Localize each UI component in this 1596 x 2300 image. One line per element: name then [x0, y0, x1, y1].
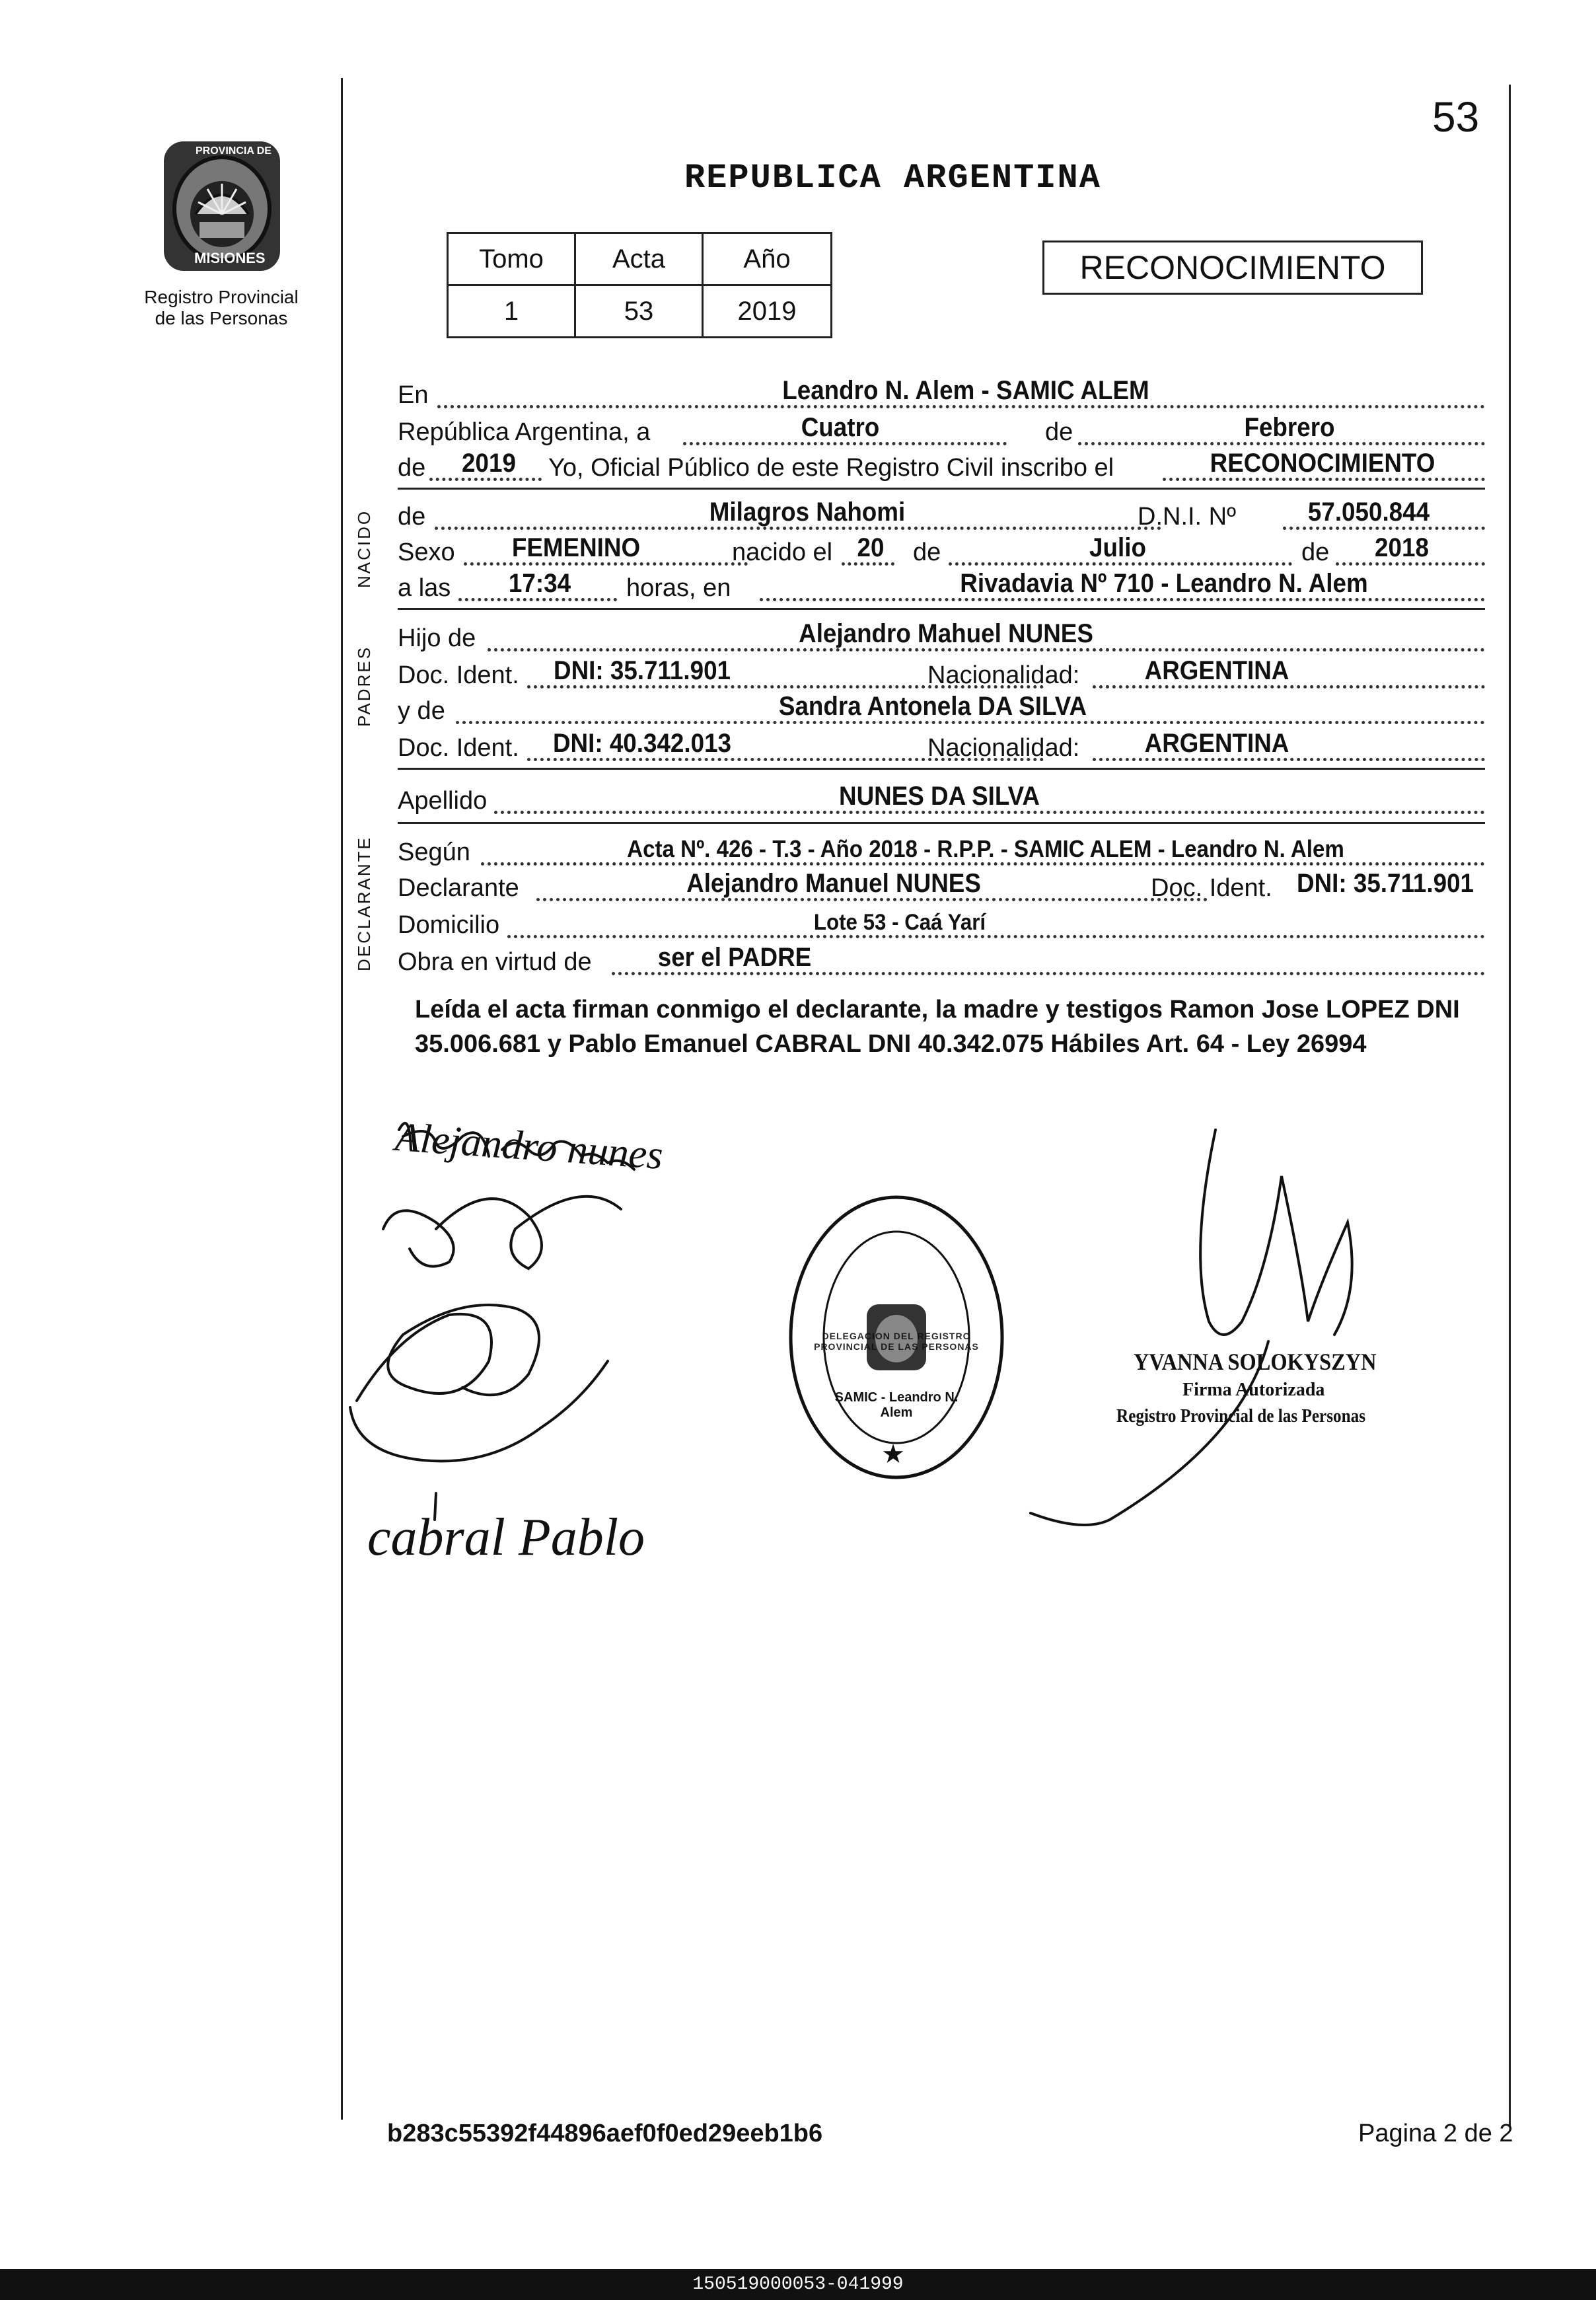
row-domicilio: [398, 905, 1485, 942]
act-table-cell: 2019: [703, 285, 832, 338]
handwritten-signature-2: cabral Pablo: [367, 1508, 645, 1567]
value-father-nationality: ARGENTINA: [1144, 656, 1289, 685]
label-apellido: Apellido: [398, 787, 488, 815]
label-en: En: [398, 381, 429, 409]
row-nacido-name: [398, 497, 1485, 534]
value-father-doc: DNI: 35.711.901: [553, 656, 731, 685]
closing-text: Leída el acta firman conmigo el declarante, la madre y testigos Ramon Jose LOPEZ DNI 35.006.681 y Pablo Emanuel CABRAL DNI 40.342.075 Hábiles Art. 64 - Ley 26994: [415, 996, 1460, 1058]
value-inscribo: RECONOCIMIENTO: [1210, 449, 1435, 478]
label-sexo: Sexo: [398, 538, 455, 566]
row-obra: [398, 942, 1485, 979]
value-birth-day: 20: [857, 533, 885, 562]
province-logo: [156, 136, 288, 275]
document-hash: b283c55392f44896aef0f0ed29eeb1b6: [387, 2120, 823, 2147]
value-child-name: Milagros Nahomi: [709, 498, 906, 527]
section-divider: [398, 488, 1485, 490]
official-seal: [787, 1192, 1005, 1483]
act-table-cell: 1: [448, 285, 575, 338]
act-table-value-row: [448, 285, 832, 338]
value-en: Leandro N. Alem - SAMIC ALEM: [782, 376, 1149, 405]
value-day: Cuatro: [801, 413, 880, 442]
act-table-header: Acta: [575, 233, 703, 285]
seal-inner-text: SAMIC - Leandro N. Alem: [834, 1390, 959, 1420]
pagination: Pagina 2 de 2: [1358, 2120, 1513, 2147]
label-oficial: Yo, Oficial Público de este Registro Civil inscribo el: [548, 454, 1114, 482]
svg-text:★: ★: [881, 1440, 905, 1469]
label-obra: Obra en virtud de: [398, 948, 592, 976]
label-y-de: y de: [398, 697, 445, 725]
document-title: REPUBLICA ARGENTINA: [684, 159, 1101, 198]
label-horas-en: horas, en: [626, 574, 731, 602]
officer-name: YVANNA SOLOKYSZYN: [1134, 1349, 1377, 1375]
row-hora: [398, 568, 1485, 605]
label-a-las: a las: [398, 574, 451, 602]
section-label-nacido: NACIDO: [354, 509, 374, 588]
label-de: de: [1045, 418, 1073, 446]
value-sexo: FEMENINO: [511, 533, 641, 562]
label-nacido-el: nacido el: [732, 538, 833, 566]
label-domicilio: Domicilio: [398, 911, 500, 939]
section-divider: [398, 768, 1485, 770]
value-child-dni: 57.050.844: [1307, 498, 1430, 527]
label-de: de: [913, 538, 941, 566]
value-apellido: NUNES DA SILVA: [839, 782, 1040, 811]
row-declarante: [398, 868, 1485, 905]
page-number: 53: [1432, 93, 1480, 141]
section-label-padres: PADRES: [354, 646, 374, 727]
seal-ring-text: DELEGACION DEL REGISTRO PROVINCIAL DE LAS PERSONAS: [814, 1331, 979, 1352]
row-segun: [398, 833, 1485, 870]
label-doc-ident: Doc. Ident.: [398, 734, 519, 762]
act-table-header: Año: [703, 233, 832, 285]
row-father-doc: [398, 655, 1485, 692]
label-nacionalidad: Nacionalidad:: [927, 661, 1080, 689]
section-divider: [398, 608, 1485, 610]
label-declarante: Declarante: [398, 874, 519, 902]
act-table-header-row: [448, 233, 832, 285]
registry-name: [119, 287, 324, 329]
label-hijo-de: Hijo de: [398, 624, 476, 652]
logo-text-top: PROVINCIA DE: [196, 145, 272, 157]
row-hijo-de: [398, 618, 1485, 655]
label-de: de: [398, 454, 426, 482]
value-mother-name: Sandra Antonela DA SILVA: [778, 692, 1087, 721]
officer-signature: [991, 1123, 1493, 1546]
value-mother-doc: DNI: 40.342.013: [552, 729, 732, 758]
barcode-strip: 150519000053-041999: [0, 2269, 1596, 2300]
value-father-name: Alejandro Mahuel NUNES: [799, 619, 1093, 648]
act-type-box: RECONOCIMIENTO: [1042, 241, 1423, 295]
value-mother-nationality: ARGENTINA: [1144, 729, 1289, 758]
label-segun: Según: [398, 838, 470, 866]
label-de: de: [1301, 538, 1330, 566]
label-de: de: [398, 503, 426, 531]
row-republica: [398, 412, 1485, 449]
label-republica: República Argentina, a: [398, 418, 651, 446]
row-sexo: [398, 533, 1485, 570]
officer-org: Registro Provincial de las Personas: [1116, 1406, 1366, 1427]
logo-text-bottom: MISIONES: [194, 250, 266, 266]
value-declarante: Alejandro Manuel NUNES: [686, 869, 981, 898]
value-birth-year: 2018: [1375, 533, 1429, 562]
officer-title: Firma Autorizada: [1182, 1380, 1325, 1400]
label-nacionalidad: Nacionalidad:: [927, 734, 1080, 762]
value-year: 2019: [462, 449, 516, 478]
value-hora: 17:34: [508, 569, 571, 598]
act-table-cell: 53: [575, 285, 703, 338]
section-divider: [398, 822, 1485, 824]
row-y-de: [398, 691, 1485, 728]
value-month: Febrero: [1244, 413, 1335, 442]
label-doc-ident: Doc. Ident.: [1151, 874, 1272, 902]
value-declarante-doc: DNI: 35.711.901: [1296, 869, 1474, 898]
value-domicilio: Lote 53 - Caá Yarí: [813, 910, 986, 935]
value-birth-month: Julio: [1089, 533, 1146, 562]
right-margin-line: [1509, 85, 1511, 2126]
label-dni: D.N.I. Nº: [1138, 503, 1236, 531]
act-table-header: Tomo: [448, 233, 575, 285]
row-en: [398, 375, 1485, 412]
row-apellido: [398, 781, 1485, 818]
row-year-inscribo: [398, 448, 1485, 485]
label-doc-ident: Doc. Ident.: [398, 661, 519, 689]
value-segun: Acta Nº. 426 - T.3 - Año 2018 - R.P.P. - SAMIC ALEM - Leandro N. Alem: [627, 835, 1344, 862]
handwritten-signature-1: Alejandro nunes: [394, 1114, 665, 1179]
registry-name-line2: de las Personas: [155, 308, 288, 328]
act-table: [447, 232, 832, 338]
row-mother-doc: [398, 728, 1485, 765]
value-birth-place: Rivadavia Nº 710 - Leandro N. Alem: [960, 569, 1368, 598]
value-obra: ser el PADRE: [657, 943, 812, 972]
registry-name-line1: Registro Provincial: [144, 287, 299, 307]
section-label-declarante: DECLARANTE: [354, 836, 374, 971]
